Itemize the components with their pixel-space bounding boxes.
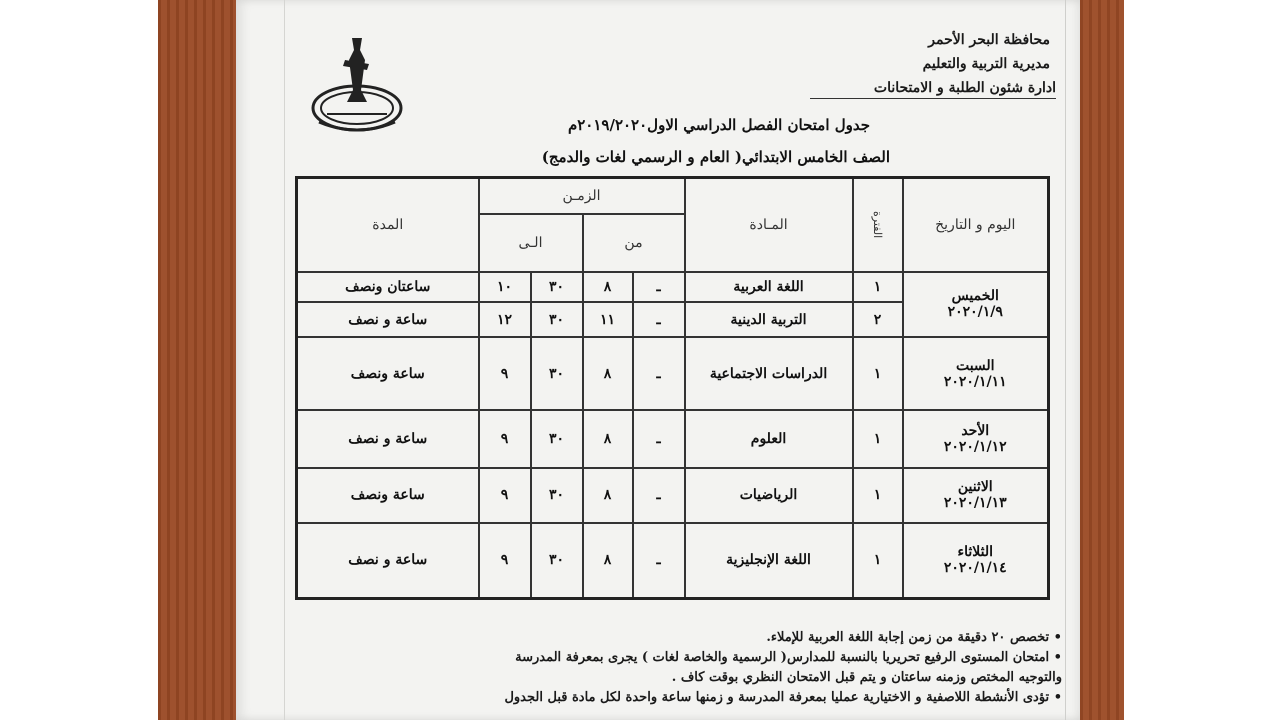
to-hour-cell: ٩: [479, 337, 531, 411]
table-row: [297, 468, 1049, 523]
header-from: من: [583, 214, 685, 271]
day-label: السبت: [955, 357, 995, 374]
to-hour-cell: ٩: [479, 410, 531, 467]
from-hour-cell: ١١: [583, 302, 633, 337]
schedule-subtitle: الصف الخامس الابتدائي( العام و الرسمي لغات والدمج): [541, 148, 890, 166]
schedule-title: جدول امتحان الفصل الدراسي الاول٢٠١٩/٢٠٢٠م: [567, 116, 870, 134]
wooden-surface-left: [158, 0, 236, 720]
from-minute-cell: ـ: [633, 337, 685, 411]
subject-cell: الدراسات الاجتماعية: [685, 337, 853, 411]
schedule-notes: [340, 628, 1062, 708]
subject-cell: العلوم: [685, 410, 853, 467]
period-cell: ١: [853, 272, 903, 303]
note-item: والتوجيه المختص وزمنه ساعتان و يتم قبل الامتحان النظري بوقت كاف .: [671, 670, 1062, 685]
to-minute-cell: ٣٠: [531, 523, 583, 599]
header-time: الزمـن: [479, 178, 685, 215]
note-item: • تؤدى الأنشطة اللاصفية و الاختيارية عمليا بمعرفة المدرسة و زمنها ساعة واحدة لكل مادة قبل الجدول: [504, 690, 1062, 705]
to-minute-cell: ٣٠: [531, 302, 583, 337]
exam-schedule-table: [295, 176, 1050, 600]
to-hour-cell: ١٠: [479, 272, 531, 303]
to-hour-cell: ٩: [479, 523, 531, 599]
to-minute-cell: ٣٠: [531, 337, 583, 411]
day-label: الاثنين: [957, 479, 993, 496]
from-hour-cell: ٨: [583, 272, 633, 303]
note-item: • تخصص ٢٠ دقيقة من زمن إجابة اللغة العربية للإملاء.: [766, 630, 1062, 645]
directorate-name: مديرية التربية والتعليم: [922, 56, 1050, 72]
period-cell: ١: [853, 337, 903, 411]
date-label: ٢٠٢٠/١/١٤: [943, 560, 1007, 577]
table-row: [297, 272, 1049, 303]
duration-cell: ساعة و نصف: [297, 302, 479, 337]
subject-cell: الرياضيات: [685, 468, 853, 523]
duration-cell: ساعة ونصف: [297, 337, 479, 411]
day-label: الأحد: [961, 423, 990, 440]
header-to: الـى: [479, 214, 583, 271]
header-duration: المدة: [297, 178, 479, 272]
from-hour-cell: ٨: [583, 410, 633, 467]
to-minute-cell: ٣٠: [531, 468, 583, 523]
table-row: [297, 337, 1049, 411]
day-label: الثلاثاء: [957, 544, 993, 561]
date-label: ٢٠٢٠/١/١٣: [943, 495, 1007, 512]
duration-cell: ساعة و نصف: [297, 523, 479, 599]
date-label: ٢٠٢٠/١/٩: [947, 304, 1003, 321]
table-row: [297, 523, 1049, 599]
duration-cell: ساعة ونصف: [297, 468, 479, 523]
date-label: ٢٠٢٠/١/١٢: [943, 439, 1007, 456]
header-subject: المـادة: [685, 178, 853, 272]
day-date-cell: [903, 337, 1049, 411]
to-minute-cell: ٣٠: [531, 410, 583, 467]
from-minute-cell: ـ: [633, 410, 685, 467]
note-item: • امتحان المستوى الرفيع تحريريا بالنسبة للمدارس( الرسمية والخاصة لغات ) يجرى بمعرفة المدرسة: [515, 650, 1062, 665]
to-minute-cell: ٣٠: [531, 272, 583, 303]
period-cell: ١: [853, 523, 903, 599]
period-cell: ١: [853, 468, 903, 523]
subject-cell: اللغة الإنجليزية: [685, 523, 853, 599]
directorate-logo: [305, 30, 409, 134]
from-minute-cell: ـ: [633, 468, 685, 523]
day-date-cell: [903, 410, 1049, 467]
day-date-cell: [903, 523, 1049, 599]
background-left: [0, 0, 158, 720]
from-hour-cell: ٨: [583, 523, 633, 599]
from-hour-cell: ٨: [583, 337, 633, 411]
period-cell: ٢: [853, 302, 903, 337]
subject-cell: اللغة العربية: [685, 272, 853, 303]
day-label: الخميس: [951, 288, 999, 305]
from-hour-cell: ٨: [583, 468, 633, 523]
duration-cell: ساعتان ونصف: [297, 272, 479, 303]
period-cell: ١: [853, 410, 903, 467]
from-minute-cell: ـ: [633, 523, 685, 599]
to-hour-cell: ٩: [479, 468, 531, 523]
from-minute-cell: ـ: [633, 302, 685, 337]
to-hour-cell: ١٢: [479, 302, 531, 337]
header-period: الفترة: [853, 178, 903, 272]
subject-cell: التربية الدينية: [685, 302, 853, 337]
background-right: [1124, 0, 1280, 720]
day-date-cell: [903, 272, 1049, 337]
wooden-surface-right: [1080, 0, 1124, 720]
department-name: ادارة شئون الطلبة و الامتحانات: [810, 80, 1056, 99]
date-label: ٢٠٢٠/١/١١: [943, 373, 1007, 390]
header-day-date: اليوم و التاريخ: [903, 178, 1049, 272]
table-row: [297, 410, 1049, 467]
day-date-cell: [903, 468, 1049, 523]
duration-cell: ساعة و نصف: [297, 410, 479, 467]
from-minute-cell: ـ: [633, 272, 685, 303]
governorate-name: محافظة البحر الأحمر: [928, 32, 1050, 48]
